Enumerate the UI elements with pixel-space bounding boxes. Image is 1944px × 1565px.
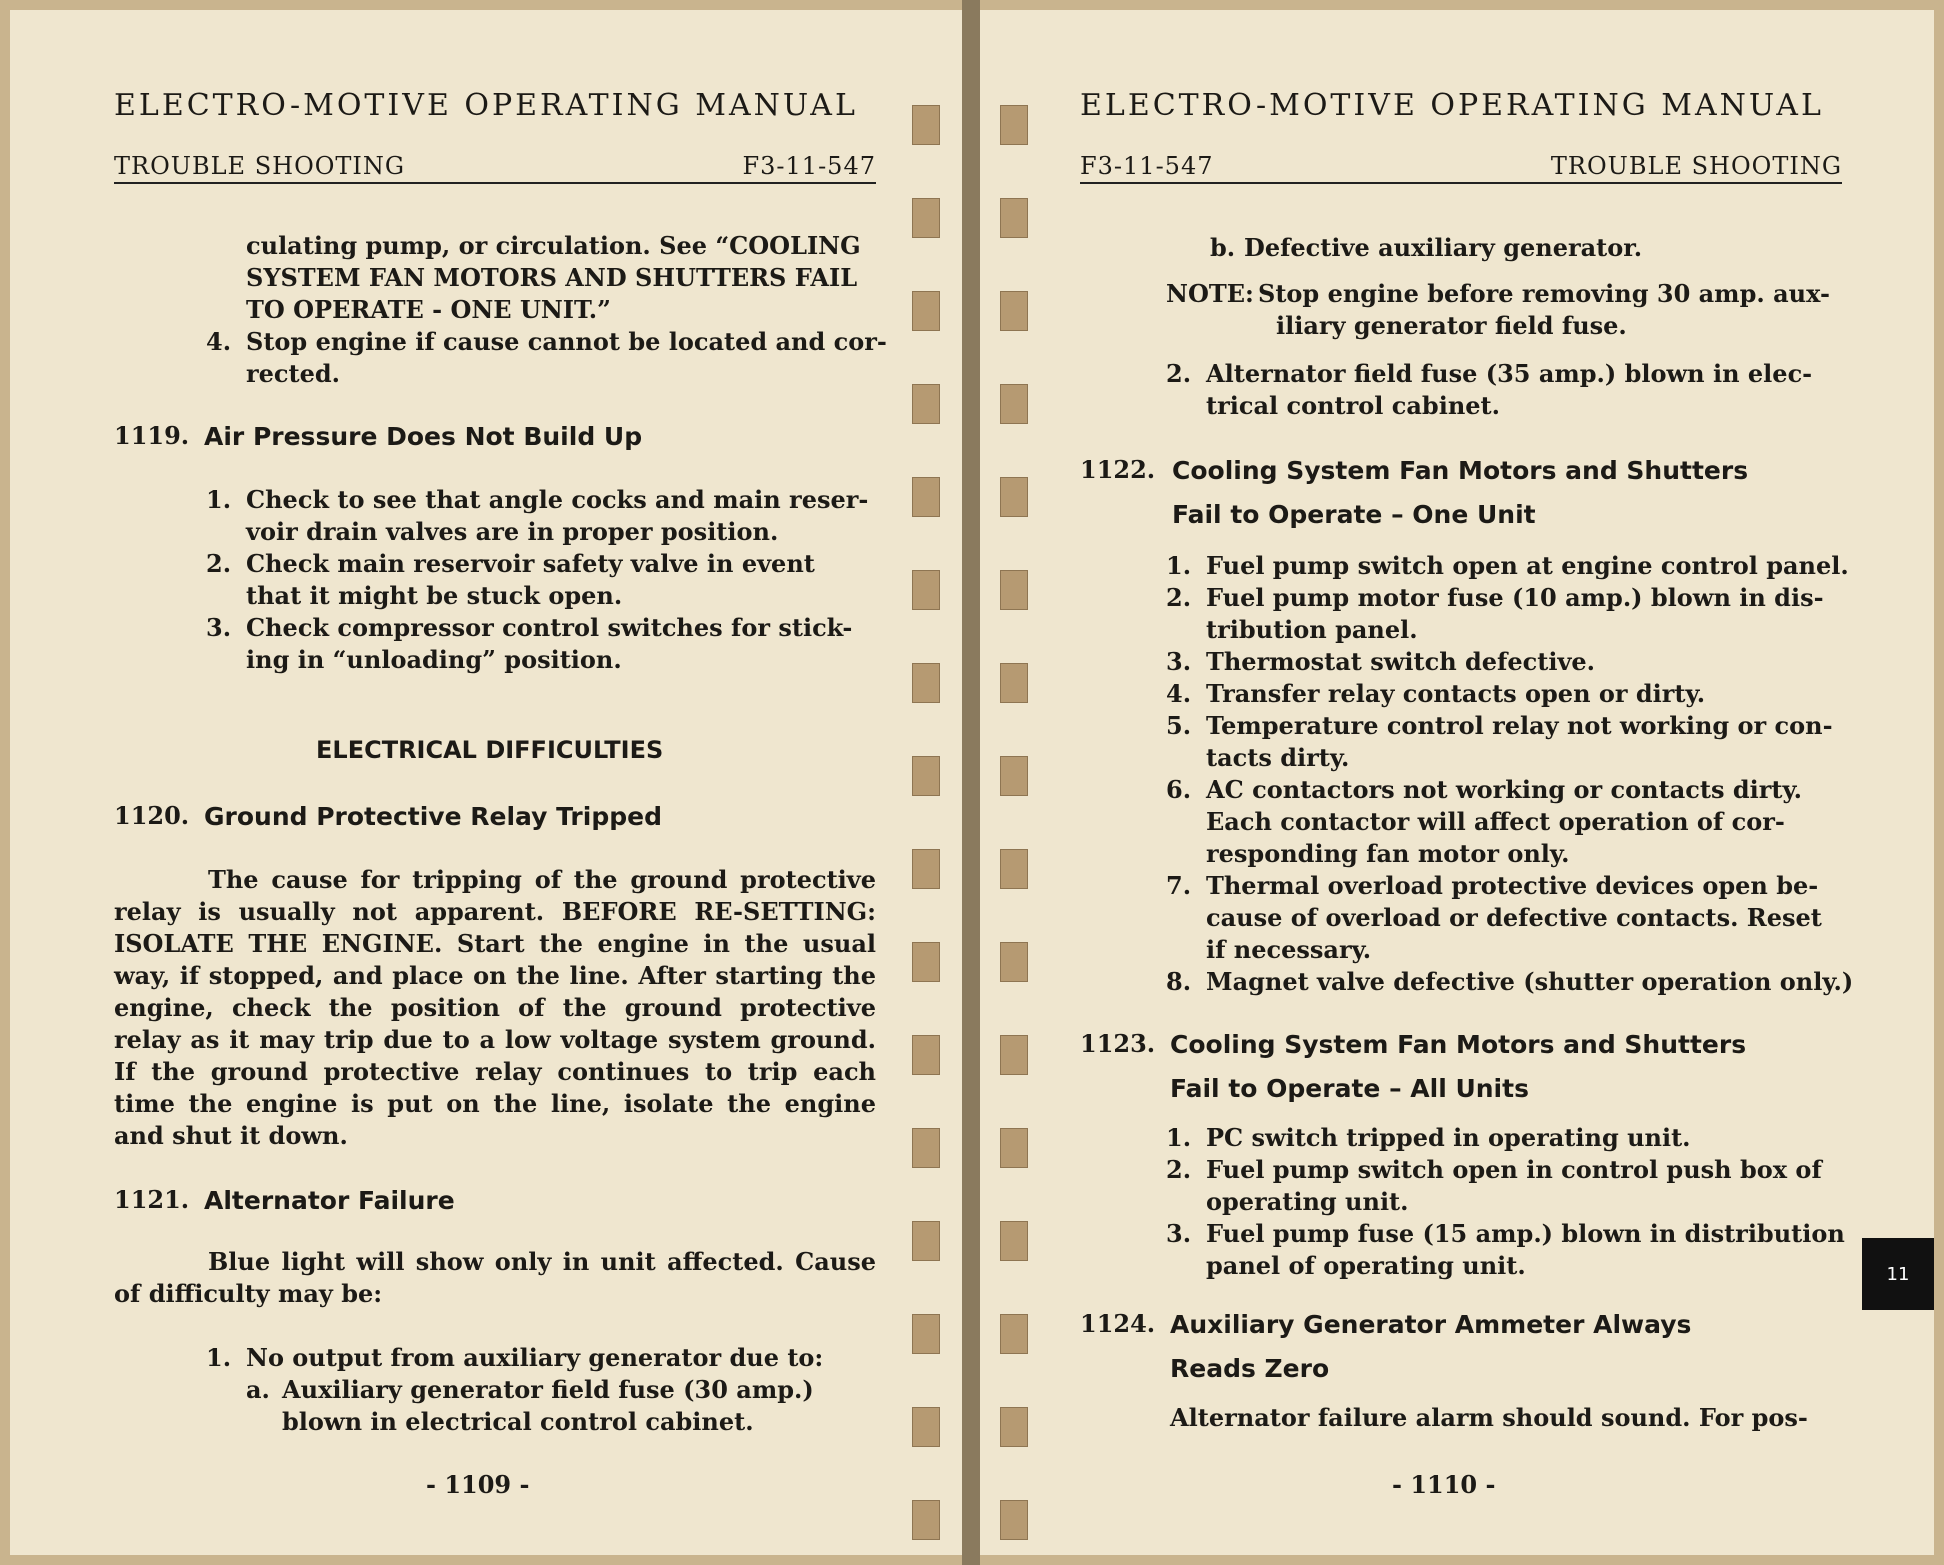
list-item-line: rected. — [246, 359, 341, 388]
item-number: 7. — [1166, 871, 1192, 900]
continued-line: TO OPERATE - ONE UNIT.” — [246, 295, 611, 324]
item-number: 2. — [206, 549, 232, 578]
binding-holes — [912, 105, 940, 1555]
item-number: 3. — [1166, 1219, 1192, 1248]
list-item-line: Fuel pump switch open at engine control panel. — [1206, 551, 1849, 580]
list-item-line: operating unit. — [1206, 1187, 1409, 1216]
section-heading: Fail to Operate – One Unit — [1172, 500, 1536, 529]
sub-item-letter: a. — [246, 1375, 270, 1404]
list-item-line: Each contactor will affect operation of cor- — [1206, 807, 1785, 836]
section-heading: Cooling System Fan Motors and Shutters — [1170, 1030, 1747, 1059]
list-item-line: No output from auxiliary generator due to: — [246, 1343, 824, 1372]
list-item-line: Thermostat switch defective. — [1206, 647, 1596, 676]
section-heading: Air Pressure Does Not Build Up — [204, 422, 643, 451]
section-tab: 11 — [1862, 1238, 1934, 1310]
item-number: 1. — [1166, 1123, 1192, 1152]
section-heading: Auxiliary Generator Ammeter Always — [1170, 1310, 1692, 1339]
list-item-line: that it might be stuck open. — [246, 581, 623, 610]
section-number: 1121. — [114, 1185, 190, 1214]
manual-title: ELECTRO-MOTIVE OPERATING MANUAL — [114, 88, 858, 123]
item-number: 2. — [1166, 583, 1192, 612]
item-number: 6. — [1166, 775, 1192, 804]
sub-item-line: Auxiliary generator field fuse (30 amp.) — [282, 1375, 814, 1404]
list-item-line: tacts dirty. — [1206, 743, 1350, 772]
section-number: 1123. — [1080, 1029, 1156, 1058]
note-line: iliary generator field fuse. — [1276, 311, 1627, 340]
section-number: 1119. — [114, 421, 190, 450]
list-item-line: Check to see that angle cocks and main reser- — [246, 485, 869, 514]
binding-gutter — [962, 0, 980, 1565]
list-item-line: Magnet valve defective (shutter operation only.) — [1206, 967, 1854, 996]
list-item-line: Check compressor control switches for stick- — [246, 613, 853, 642]
list-item-line: voir drain valves are in proper position. — [246, 517, 779, 546]
body-text-line: Alternator failure alarm should sound. For pos- — [1170, 1403, 1808, 1432]
section-heading: Reads Zero — [1170, 1354, 1330, 1383]
list-item-line: Alternator field fuse (35 amp.) blown in elec- — [1206, 359, 1813, 388]
section-label: TROUBLE SHOOTING — [1550, 152, 1842, 180]
list-item-line: Fuel pump motor fuse (10 amp.) blown in dis- — [1206, 583, 1824, 612]
continued-line: SYSTEM FAN MOTORS AND SHUTTERS FAIL — [246, 263, 858, 292]
left-page — [10, 10, 962, 1555]
list-item-line: ing in “unloading” position. — [246, 645, 622, 674]
item-number: 2. — [1166, 1155, 1192, 1184]
header-rule — [1080, 150, 1842, 184]
sub-item-line: Defective auxiliary generator. — [1244, 233, 1643, 262]
header-rule — [114, 150, 876, 184]
list-item-line: Fuel pump switch open in control push box of — [1206, 1155, 1822, 1184]
right-page — [980, 10, 1934, 1555]
sub-item-letter: b. — [1210, 233, 1236, 262]
item-number: 1. — [1166, 551, 1192, 580]
list-item-line: AC contactors not working or contacts dirty. — [1206, 775, 1803, 804]
section-heading: Alternator Failure — [204, 1186, 455, 1215]
list-item-line: tribution panel. — [1206, 615, 1418, 644]
list-item-line: Check main reservoir safety valve in event — [246, 549, 815, 578]
item-number: 2. — [1166, 359, 1192, 388]
list-item-line: trical control cabinet. — [1206, 391, 1500, 420]
continued-line: culating pump, or circulation. See “COOLING — [246, 231, 861, 260]
list-item-line: Thermal overload protective devices open be- — [1206, 871, 1819, 900]
list-item-line: Fuel pump fuse (15 amp.) blown in distribution — [1206, 1219, 1845, 1248]
section-heading: Cooling System Fan Motors and Shutters — [1172, 456, 1749, 485]
item-number: 1. — [206, 485, 232, 514]
list-item-line: if necessary. — [1206, 935, 1372, 964]
page-number: - 1109 - — [426, 1470, 530, 1499]
list-item-line: responding fan motor only. — [1206, 839, 1570, 868]
manual-title: ELECTRO-MOTIVE OPERATING MANUAL — [1080, 88, 1824, 123]
list-item-line: Transfer relay contacts open or dirty. — [1206, 679, 1706, 708]
document-code: F3-11-547 — [1080, 152, 1214, 180]
note-label: NOTE: — [1166, 279, 1254, 308]
list-item-line: PC switch tripped in operating unit. — [1206, 1123, 1691, 1152]
page-number: - 1110 - — [1392, 1470, 1496, 1499]
section-label: TROUBLE SHOOTING — [114, 152, 406, 180]
item-number: 4. — [206, 327, 232, 356]
list-item-line: Stop engine if cause cannot be located and cor- — [246, 327, 887, 356]
section-paragraph: Blue light will show only in unit affected. Cause of difficulty may be: — [114, 1247, 876, 1308]
section-number: 1120. — [114, 801, 190, 830]
section-heading: Ground Protective Relay Tripped — [204, 802, 662, 831]
item-number: 5. — [1166, 711, 1192, 740]
document-code: F3-11-547 — [742, 152, 876, 180]
item-number: 3. — [1166, 647, 1192, 676]
item-number: 8. — [1166, 967, 1192, 996]
item-number: 4. — [1166, 679, 1192, 708]
section-heading: Fail to Operate – All Units — [1170, 1074, 1529, 1103]
list-item-line: cause of overload or defective contacts. Reset — [1206, 903, 1822, 932]
section-number: 1124. — [1080, 1309, 1156, 1338]
section-number: 1122. — [1080, 455, 1156, 484]
item-number: 1. — [206, 1343, 232, 1372]
electrical-difficulties-heading: ELECTRICAL DIFFICULTIES — [316, 736, 664, 764]
sub-item-line: blown in electrical control cabinet. — [282, 1407, 754, 1436]
note-line: Stop engine before removing 30 amp. aux- — [1258, 279, 1830, 308]
item-number: 3. — [206, 613, 232, 642]
list-item-line: Temperature control relay not working or con- — [1206, 711, 1833, 740]
section-paragraph: The cause for tripping of the ground protective relay is usually not apparent. BEFORE RE-SETTING: ISOLATE THE ENGINE. Start the engine in the usual way, if stopped, and place on the line. After starting the engine, check the position of the ground protective relay as it may trip due to a low voltage system ground. If the ground protective relay continues to trip each time the engine is put on the line, isolate the engine and shut it down. — [114, 865, 876, 1150]
binding-holes — [1000, 105, 1028, 1555]
list-item-line: panel of operating unit. — [1206, 1251, 1526, 1280]
